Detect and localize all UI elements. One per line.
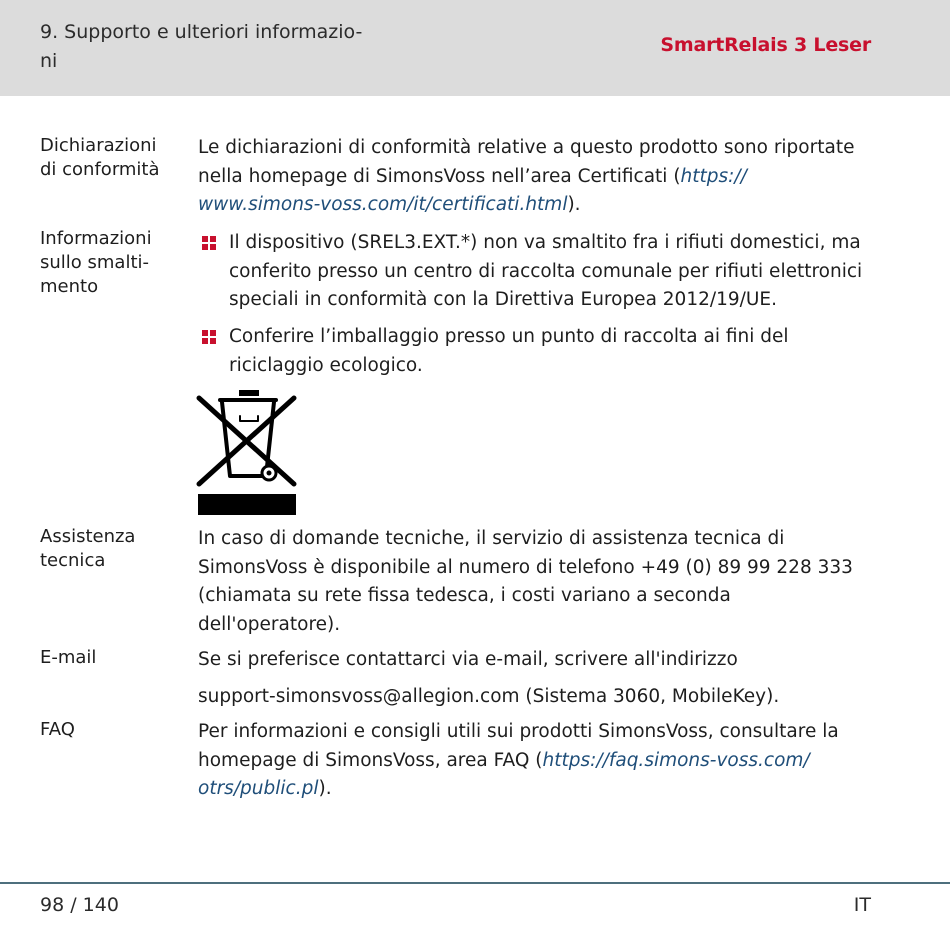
email-text: Se si preferisce contattarci via e-mail, scrivere all'indirizzo	[198, 649, 738, 670]
page-number: 98 / 140	[40, 894, 119, 916]
language-code: IT	[853, 894, 871, 916]
support-label: Assistenza tecnica	[40, 526, 136, 571]
disposal-label: Informazioni sullo smalti- mento	[40, 228, 152, 297]
faq-link[interactable]: https://faq.simons-voss.com/	[542, 749, 810, 771]
conformity-text: Le dichiarazioni di conformità relative a questo prodotto sono riportate nella homepage di SimonsVoss nell’area Certificati (https:// www.simons-voss.com/it/certificati.html).	[198, 137, 855, 215]
conformity-label: Dichiarazioni di conformità	[40, 135, 160, 180]
certificates-link-continued[interactable]: www.simons-voss.com/it/certificati.html	[198, 194, 568, 215]
faq-label: FAQ	[40, 719, 75, 740]
product-name: SmartRelais 3 Leser	[660, 34, 871, 56]
bullet-icon	[202, 236, 216, 250]
email-address: support-simonsvoss@allegion.com (Sistema 3060, MobileKey).	[198, 686, 780, 707]
bullet-icon	[202, 330, 216, 344]
weee-crossed-bin-icon	[196, 388, 298, 516]
page-header	[0, 0, 950, 96]
list-item: Il dispositivo (SREL3.EXT.*) non va smaltito fra i rifiuti domestici, ma conferito presso un centro di raccolta comunale per rifiuti elettronici speciali in conformità con la Direttiva Europea 2012/19/UE.	[198, 229, 888, 315]
faq-text: Per informazioni e consigli utili sui prodotti SimonsVoss, consultare la homepage di SimonsVoss, area FAQ (https://faq.simons-voss.com/ otrs/public.pl).	[198, 721, 839, 799]
email-label: E-mail	[40, 647, 97, 668]
chapter-title: 9. Supporto e ulteriori informazio- ni	[40, 21, 363, 72]
support-text: In caso di domande tecniche, il servizio di assistenza tecnica di SimonsVoss è disponibile al numero di telefono +49 (0) 89 99 228 333 (chiamata su rete fissa tedesca, i costi variano a seconda dell'operatore).	[198, 528, 853, 635]
certificates-link[interactable]: https://	[680, 165, 747, 187]
faq-link-continued[interactable]: otrs/public.pl	[198, 778, 319, 799]
footer-divider	[0, 882, 950, 884]
list-item: Conferire l’imballaggio presso un punto di raccolta ai fini del riciclaggio ecologico.	[198, 323, 888, 380]
